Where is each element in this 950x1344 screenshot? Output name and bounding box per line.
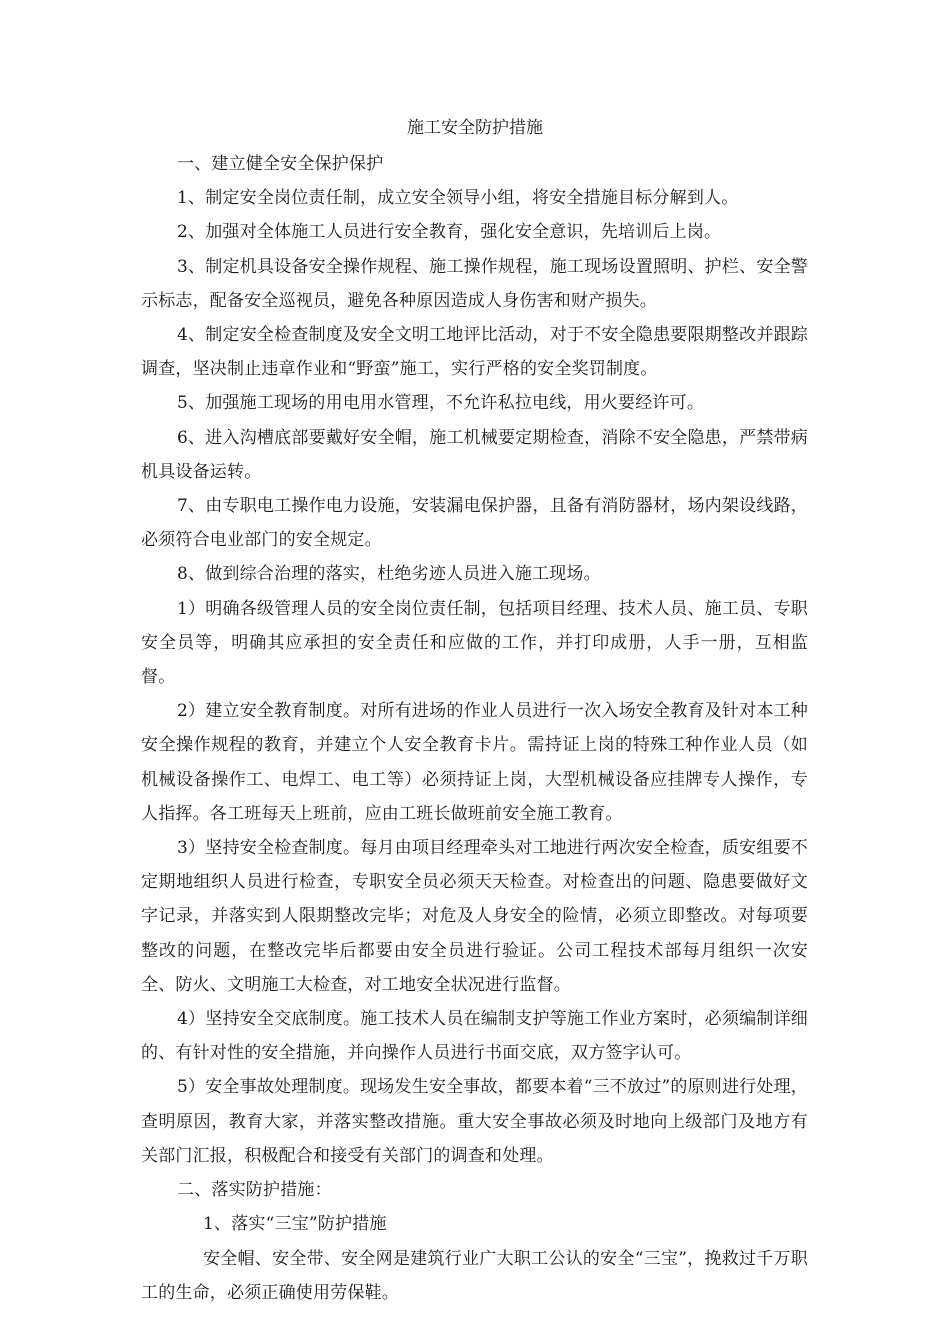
paragraph-item-3: 3、制定机具设备安全操作规程、施工操作规程，施工现场设置照明、护栏、安全警示标志，配备安全巡视员，避免各种原因造成人身伤害和财产损失。 <box>141 256 808 311</box>
paragraph-item-2: 2、加强对全体施工人员进行安全教育，强化安全意识，先培训后上岗。 <box>177 222 722 243</box>
paragraph-item-5: 5、加强施工现场的用电用水管理，不允许私拉电线，用火要经许可。 <box>177 393 705 414</box>
sub-item-5: 5）安全事故处理制度。现场发生安全事故，都要本着“三不放过”的原则进行处理，查明原因，教育大家，并落实整改措施。重大安全事故必须及时地向上级部门及地方有关部门汇报，积极配合和接受有关部门的调查和处理。 <box>141 1077 808 1166</box>
document-body <box>141 147 808 1310</box>
section-heading-2: 二、落实防护措施： <box>177 1180 332 1201</box>
paragraph-item-7: 7、由专职电工操作电力设施，安装漏电保护器，且备有消防器材，场内架设线路，必须符合电业部门的安全规定。 <box>141 496 808 551</box>
sub-item-1: 1）明确各级管理人员的安全岗位责任制，包括项目经理、技术人员、施工员、专职安全员等，明确其应承担的安全责任和应做的工作，并打印成册，人手一册，互相监督。 <box>141 598 808 688</box>
paragraph-item-8: 8、做到综合治理的落实，杜绝劣迹人员进入施工现场。 <box>177 564 601 585</box>
section-heading-1: 一、建立健全安全保护保护 <box>177 154 384 174</box>
paragraph-three-treasures: 安全帽、安全带、安全网是建筑行业广大职工公认的安全“三宝”，挽救过千万职工的生命，必须正确使用劳保鞋。 <box>141 1248 808 1303</box>
document-title: 施工安全防护措施 <box>407 118 543 138</box>
paragraph-item-6: 6、进入沟槽底部要戴好安全帽，施工机械要定期检查，消除不安全隐患，严禁带病机具设备运转。 <box>141 427 808 482</box>
sub-item-4: 4）坚持安全交底制度。施工技术人员在编制支护等施工作业方案时，必须编制详细的、有针对性的安全措施，并向操作人员进行书面交底，双方签字认可。 <box>141 1009 808 1064</box>
sub-item-3: 3）坚持安全检查制度。每月由项目经理牵头对工地进行两次安全检查，质安组要不定期地组织人员进行检查，专职安全员必须天天检查。对检查出的问题、隐患要做好文字记录，并落实到人限期整改完毕；对危及人身安全的险情，必须立即整改。对每项要整改的问题，在整改完毕后都要由安全员进行验证。公司工程技术部每月组织一次安全、防火、文明施工大检查，对工地安全状况进行监督。 <box>141 838 808 995</box>
paragraph-item-4: 4、制定安全检查制度及安全文明工地评比活动，对于不安全隐患要限期整改并跟踪调查，坚决制止违章作业和“野蛮”施工，实行严格的安全奖罚制度。 <box>141 325 808 380</box>
paragraph-item-1: 1、制定安全岗位责任制，成立安全领导小组，将安全措施目标分解到人。 <box>177 188 739 209</box>
sub-item-2: 2）建立安全教育制度。对所有进场的作业人员进行一次入场安全教育及针对本工种安全操作规程的教育，并建立个人安全教育卡片。需持证上岗的特殊工种作业人员（如机械设备操作工、电焊工、电工等）必须持证上岗，大型机械设备应挂牌专人操作，专人指挥。各工班每天上班前，应由工班长做班前安全施工教育。 <box>141 701 808 824</box>
subsection-heading-1: 1、落实“三宝”防护措施 <box>203 1214 387 1235</box>
